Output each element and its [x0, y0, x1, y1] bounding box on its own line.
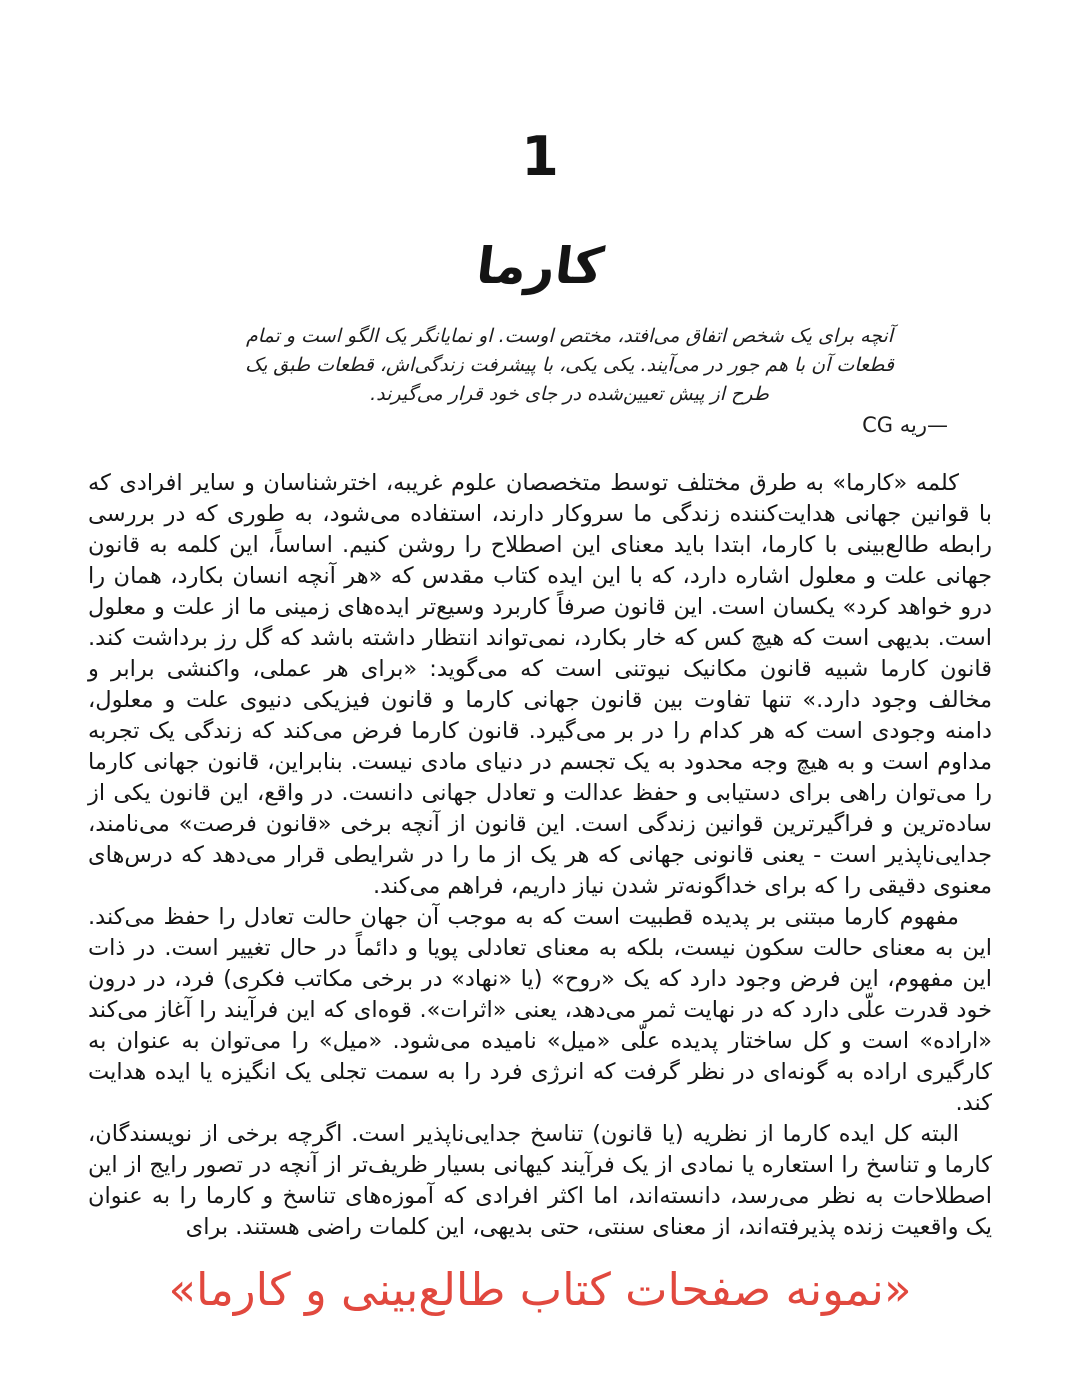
- epigraph: [242, 322, 897, 409]
- epigraph-attribution: —ریه CG: [862, 413, 948, 437]
- chapter-title: کارما: [473, 237, 607, 295]
- epigraph-text: آنچه برای یک شخص اتفاق می‌افتد، مختص اوست. او نمایانگر یک الگو است و تمام قطعات آن با هم جور در می‌آیند. یکی یکی، با پیشرفت زندگی‌اش، قطعات طبق یک طرح از پیش تعیین‌شده در جای خود قرار می‌گیرند.: [245, 325, 894, 405]
- body-paragraph: البته کل ایده کارما از نظریه (یا قانون) تناسخ جدایی‌ناپذیر است. اگرچه برخی از نویسندگان، کارما و تناسخ را استعاره یا نمادی از یک فرآیند کیهانی بسیار ظریف‌تر از آنچه در تصور رایج از این اصطلاحات به نظر می‌رسد، دانسته‌اند، اما اکثر افرادی که آموزه‌های تناسخ و کارما را به عنوان یک واقعیت زنده پذیرفته‌اند، از معنای سنتی، حتی بدیهی، این کلمات راضی هستند. برای: [88, 1121, 992, 1240]
- chapter-number: 1: [521, 125, 559, 188]
- body-text: [88, 468, 992, 1243]
- sample-watermark-note: «نمونه صفحات کتاب طالع‌بینی و کارما»: [168, 1263, 912, 1316]
- body-paragraph: مفهوم کارما مبتنی بر پدیده قطبیت است که به موجب آن جهان حالت تعادل را حفظ می‌کند. این به معنای حالت سکون نیست، بلکه به معنای تعادلی پویا و دائماً در حال تغییر است. در ذات این مفهوم، این فرض وجود دارد که یک «روح» (یا «نهاد» در برخی مکاتب فکری) فرد، در درون خود قدرت علّی دارد که در نهایت ثمر می‌دهد، یعنی «اثرات». قوه‌ای که این فرآیند را آغاز می‌کند «اراده» است و کل ساختار پدیده علّی «میل» نامیده می‌شود. «میل» را می‌توان به عنوان به کارگیری اراده به گونه‌ای در نظر گرفت که انرژی فرد را به سمت تجلی یک انگیزه یا ایده هدایت کند.: [88, 904, 992, 1116]
- body-paragraph: کلمه «کارما» به طرق مختلف توسط متخصصان علوم غریبه، اخترشناسان و سایر افرادی که با قوانین جهانی هدایت‌کننده زندگی ما سروکار دارند، استفاده می‌شود، به طوری که در بررسی رابطه طالع‌بینی با کارما، ابتدا باید معنای این اصطلاح را روشن کنیم. اساساً، این کلمه به قانون جهانی علت و معلول اشاره دارد، که با این ایده کتاب مقدس که «هر آنچه انسان بکارد، همان را درو خواهد کرد» یکسان است. این قانون صرفاً کاربرد وسیع‌تر ایده‌های زمینی ما از علت و معلول است. بدیهی است که هیچ کس که خار بکارد، نمی‌تواند انتظار داشته باشد که گل رز برداشت کند. قانون کارما شبیه قانون مکانیک نیوتنی است که می‌گوید: «برای هر عملی، واکنشی برابر و مخالف وجود دارد.» تنها تفاوت بین قانون جهانی کارما و قانون فیزیکی دنیوی علت و معلول، دامنه وجودی است که هر کدام را در بر می‌گیرد. قانون کارما فرض می‌کند که زندگی یک تجربه مداوم است و به هیچ وجه محدود به یک تجسم در دنیای مادی نیست. بنابراین، قانون جهانی کارما را می‌توان راهی برای دستیابی و حفظ عدالت و تعادل جهانی دانست. در واقع، این قانون یکی از ساده‌ترین و فراگیرترین قوانین زندگی است. این قانون از آنچه برخی «قانون فرصت» می‌نامند، جدایی‌ناپذیر است - یعنی قانونی جهانی که هر یک از ما را در شرایطی قرار می‌دهد که درس‌های معنوی دقیقی را که برای خداگونه‌تر شدن نیاز داریم، فراهم می‌کند.: [88, 470, 992, 899]
